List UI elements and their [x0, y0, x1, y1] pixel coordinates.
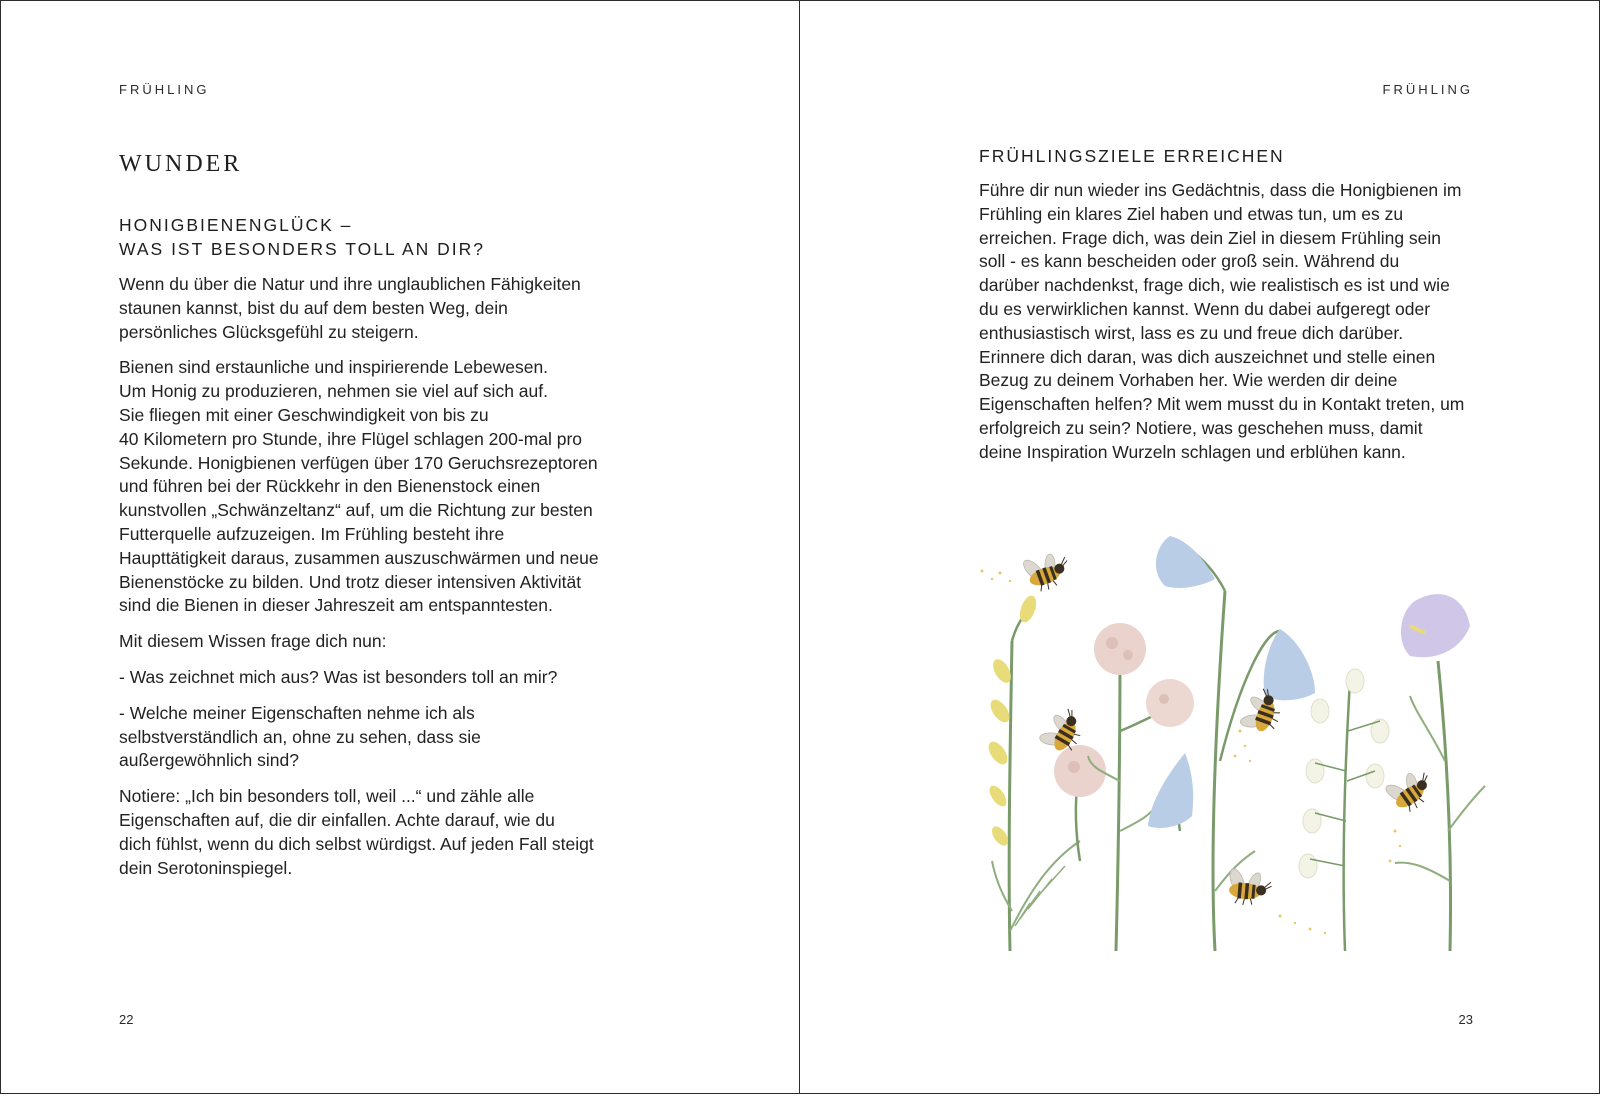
flowers-and-bees-illustration: [970, 531, 1530, 981]
text-line: - Welche meiner Eigenschaften nehme ich als: [119, 702, 475, 723]
text-line: erfolgreich zu sein? Notiere, was geschehen muss, damit: [979, 417, 1423, 438]
text-line: und führen bei der Rückkehr in den Bienenstock einen: [119, 476, 541, 497]
text-line: Wenn du über die Natur und ihre unglaublichen Fähigkeiten: [119, 274, 581, 294]
text-line: - Was zeichnet mich aus? Was ist besonders toll an mir?: [119, 666, 558, 687]
text-line: Bienen sind erstaunliche und inspirierende Lebewesen.: [119, 357, 549, 378]
text-line: Erinnere dich daran, was dich auszeichnet und stelle einen: [979, 346, 1436, 367]
chapter-title: WUNDER: [119, 151, 243, 177]
text-line: außergewöhnlich sind?: [119, 750, 299, 771]
right-page: [799, 0, 1600, 1094]
text-line: dich fühlst, wenn du dich selbst würdigst. Auf jeden Fall steigt: [119, 833, 594, 854]
text-line: selbstverständlich an, ohne zu sehen, dass sie: [119, 726, 481, 747]
text-line: Notiere: „Ich bin besonders toll, weil ...“ und zähle alle: [119, 786, 535, 807]
text-line: staunen kannst, bist du auf dem besten Weg, dein: [119, 297, 508, 318]
section-heading-line: HONIGBIENENGLÜCK –: [119, 215, 353, 235]
page-number: 22: [119, 1012, 134, 1027]
text-line: persönliches Glücksgefühl zu steigern.: [119, 321, 419, 342]
text-line: Bienenstöcke zu bilden. Und trotz dieser intensiven Aktivität: [119, 571, 582, 592]
section-heading: [119, 213, 639, 261]
text-line: Um Honig zu produzieren, nehmen sie viel auf sich auf.: [119, 381, 548, 402]
body-text: [979, 179, 1499, 477]
text-line: sind die Bienen in dieser Jahreszeit am entspanntesten.: [119, 595, 553, 616]
lilac-flower: [1395, 594, 1485, 951]
paragraph: [119, 356, 631, 618]
text-line: Haupttätigkeit daraus, zusammen auszuschwärmen und neue: [119, 547, 599, 568]
bee-icon: [1019, 545, 1075, 596]
pollen-dots: [981, 570, 1402, 935]
paragraph: [119, 702, 631, 773]
paragraph: [119, 273, 631, 344]
text-line: 40 Kilometern pro Stunde, ihre Flügel schlagen 200-mal pro: [119, 428, 583, 449]
paragraph: [979, 179, 1499, 465]
text-line: soll - es kann bescheiden oder groß sein. Während du: [979, 251, 1400, 272]
bee-icon: [1224, 866, 1273, 907]
text-line: Sie fliegen mit einer Geschwindigkeit von bis zu: [119, 404, 489, 425]
text-line: Eigenschaften auf, die dir einfallen. Achte darauf, wie du: [119, 809, 555, 830]
paragraph: [119, 630, 631, 654]
text-line: erreichen. Frage dich, was dein Ziel in diesem Frühling sein: [979, 227, 1442, 248]
paragraph: [119, 666, 631, 690]
text-line: Futterquelle aufzuzeigen. Im Frühling besteht ihre: [119, 523, 505, 544]
text-line: du es verwirklichen kannst. Wenn du dabei aufgeregt oder: [979, 298, 1431, 319]
text-line: deine Inspiration Wurzeln schlagen und erblühen kann.: [979, 441, 1406, 462]
text-line: Frühling ein klares Ziel haben und etwas tun, um es zu: [979, 203, 1404, 224]
body-text: [119, 273, 631, 892]
running-head: FRÜHLING: [119, 82, 210, 97]
text-line: Führe dir nun wieder ins Gedächtnis, dass die Honigbienen im: [979, 180, 1462, 200]
paragraph: [119, 785, 631, 880]
text-line: Mit diesem Wissen frage dich nun:: [119, 631, 387, 652]
text-line: Bezug zu deinem Vorhaben her. Wie werden dir deine: [979, 370, 1398, 391]
section-heading: [979, 144, 1539, 168]
text-line: kunstvollen „Schwänzeltanz“ auf, um die Richtung zur besten: [119, 500, 593, 521]
text-line: Sekunde. Honigbienen verfügen über 170 Geruchsrezeptoren: [119, 452, 598, 473]
left-page: [0, 0, 800, 1094]
text-line: Eigenschaften helfen? Mit wem musst du in Kontakt treten, um: [979, 394, 1465, 415]
bee-icon: [1380, 762, 1439, 819]
text-line: dein Serotoninspiegel.: [119, 857, 293, 878]
running-head: FRÜHLING: [1382, 82, 1473, 97]
section-heading-line: FRÜHLINGSZIELE ERREICHEN: [979, 146, 1285, 166]
text-line: enthusiastisch wirst, lass es zu und freue dich darüber.: [979, 322, 1404, 343]
section-heading-line: WAS IST BESONDERS TOLL AN DIR?: [119, 239, 486, 259]
snowdrop-flowers: [1299, 669, 1389, 951]
text-line: darüber nachdenkst, frage dich, wie realistisch es ist und wie: [979, 275, 1450, 296]
page-number: 23: [1458, 1012, 1473, 1027]
